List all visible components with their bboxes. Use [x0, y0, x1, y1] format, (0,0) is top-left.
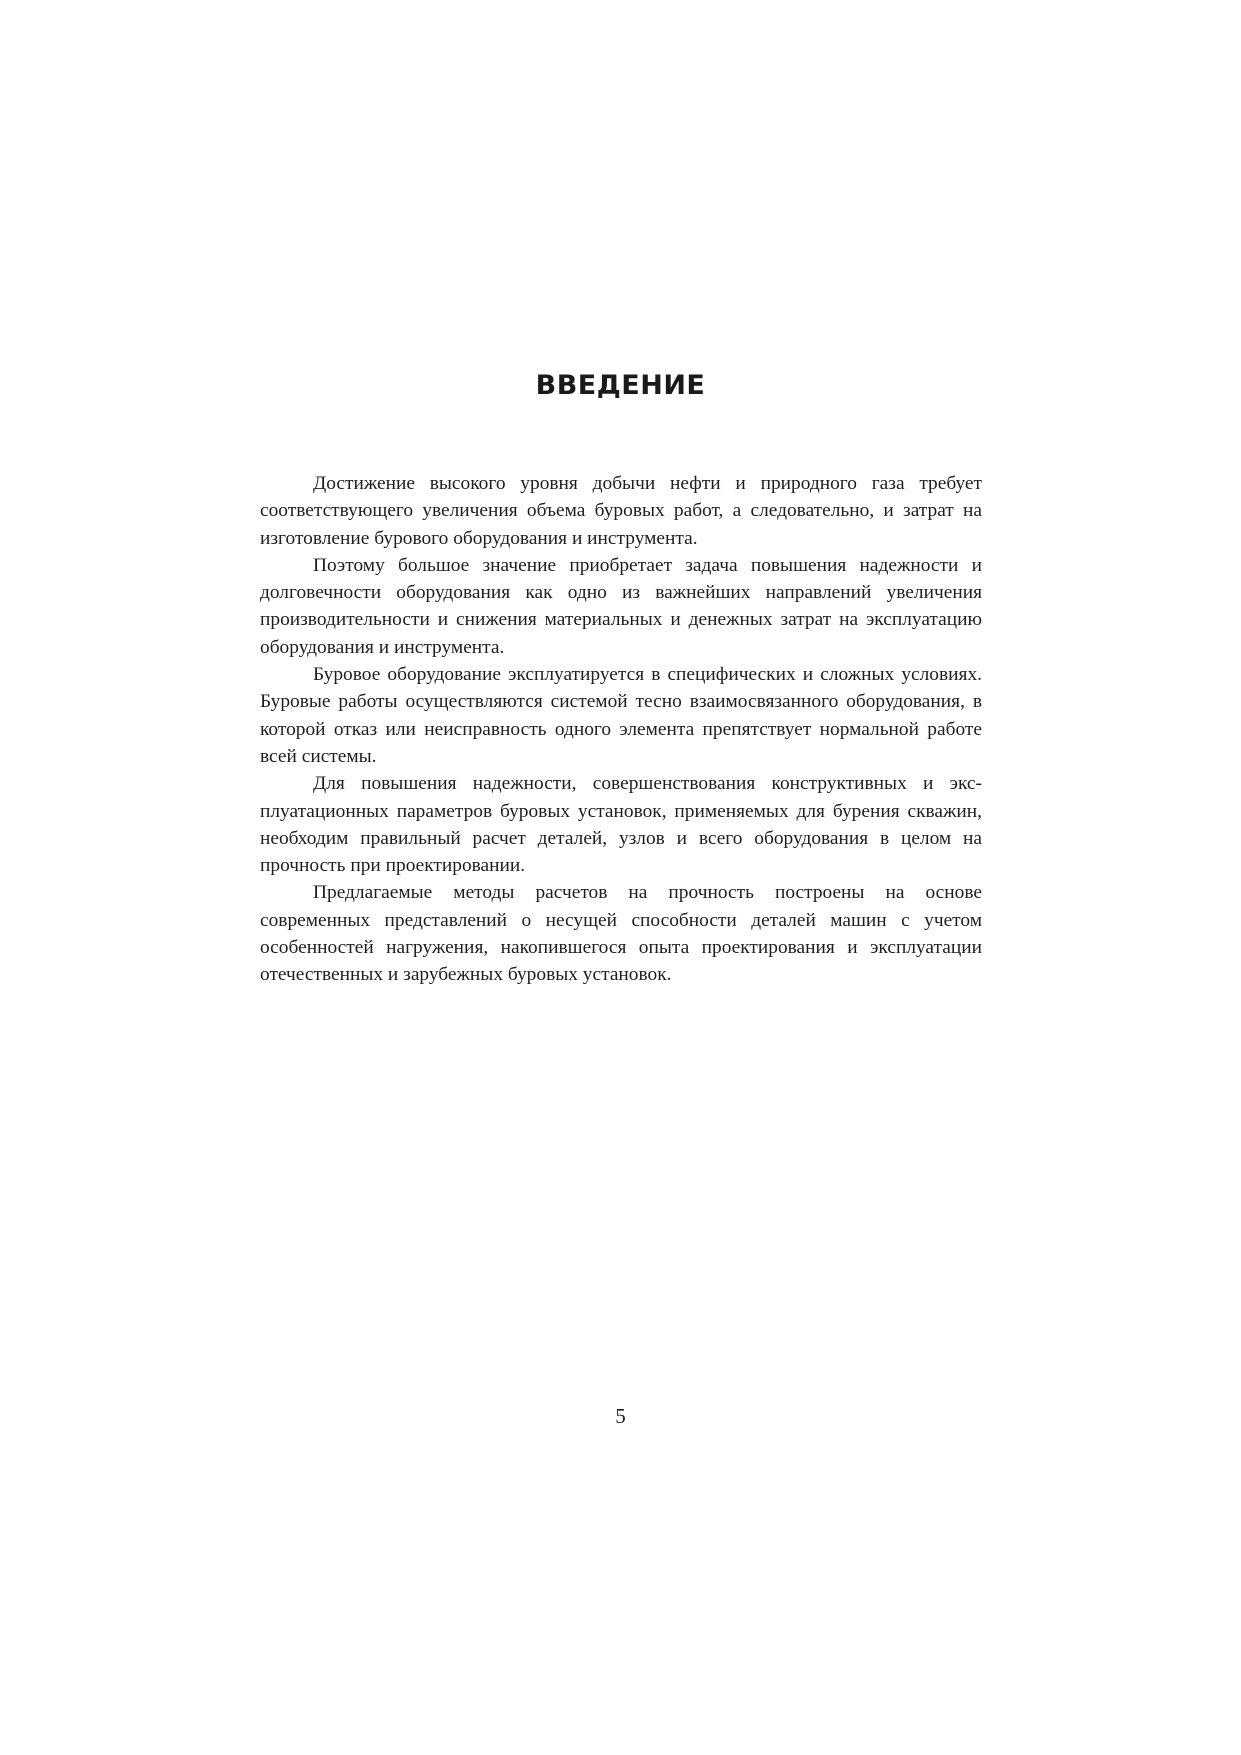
paragraph: Предлагаемые методы расчетов на прочность построены на основе современных представлений о несущей способности деталей машин с учетом особенностей нагружения, накопившегося опыта проектирования и эксплуатации отечественных и зарубежных буровых установок.: [260, 882, 982, 986]
paragraph: Поэтому большое значение приобретает задача повышения надежности и долговечности оборудования как одно из важнейших направлений увеличения производительности и снижения материальных и денежных затрат на эксплуатацию оборудования и инструмента.: [260, 554, 982, 658]
paragraph: Для повышения надежности, совершенствования конструктивных и эксплуатационных параметров буровых установок, применяемых для бурения скважин, необходим правильный расчет деталей, узлов и всего оборудования в целом на прочность при проектировании.: [260, 773, 982, 877]
paragraph: Буровое оборудование эксплуатируется в специфических и сложных условиях. Буровые работы осуществляются системой тесно взаимосвязанного оборудования, в которой отказ или неисправность одного элемента препятствует нормальной работе всей системы.: [260, 664, 982, 767]
page-title: ВВЕДЕНИЕ: [535, 370, 706, 401]
paragraph: Достижение высокого уровня добычи нефти и природного газа требует соответствующего увеличения объема буровых работ, а следовательно, и затрат на изготовление бурового оборудования и инструмента.: [260, 473, 982, 549]
page-number: 5: [615, 1404, 626, 1428]
body-text: [260, 470, 982, 989]
